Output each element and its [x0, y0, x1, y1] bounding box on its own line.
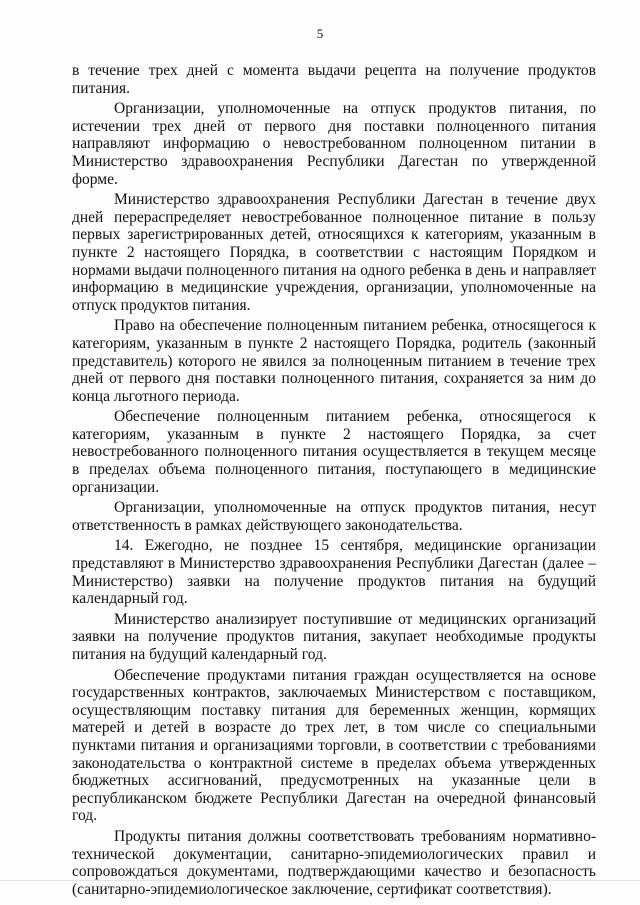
page-number: 5: [316, 26, 324, 41]
paragraph-item-14: 14. Ежегодно, не позднее 15 сентября, медицинские организации представляют в Министерство здравоохранения Республики Дагестан (далее – Министерство) заявки на получение продуктов питания на будущий календарный год.: [72, 537, 596, 608]
paragraph-redistribution: Министерство здравоохранения Республики Дагестан в течение двух дней перераспределяет невостребованное полноценное питание в пользу первых зарегистрированных детей, относящихся к категориям, указанным в пункте 2 настоящего Порядка, в соответствии с настоящим Порядком и нормами выдачи полноценного питания на одного ребенка в день и направляет информацию в медицинские учреждения, организации, уполномоченные на отпуск продуктов питания.: [72, 191, 596, 314]
scan-edge-divider: [0, 880, 640, 881]
document-body: [72, 62, 596, 898]
paragraph-continuation: в течение трех дней с момента выдачи рецепта на получение продуктов питания.: [72, 62, 596, 97]
paragraph-product-requirements: Продукты питания должны соответствовать требованиям нормативно-технической документации, санитарно-эпидемиологических правил и сопровождаться документами, подтверждающими качество и безопасность (санитарно-эпидемиологическое заключение, сертификат соответствия).: [72, 827, 596, 898]
paragraph-unclaimed-info: Организации, уполномоченные на отпуск продуктов питания, по истечении трех дней от первого дня поставки полноценного питания направляют информацию о невостребованном полноценном питании в Министерство здравоохранения Республики Дагестан по утвержденной форме.: [72, 100, 596, 188]
paragraph-provision-current-month: Обеспечение полноценным питанием ребенка, относящегося к категориям, указанным в пункте 2 настоящего Порядка, за счет невостребованного полноценного питания осуществляется в текущем месяце в пределах объема полноценного питания, поступающего в медицинские организации.: [72, 408, 596, 496]
paragraph-right-retained: Право на обеспечение полноценным питанием ребенка, относящегося к категориям, указанным в пункте 2 настоящего Порядка, родитель (законный представитель) которого не явился за полноценным питанием в течение трех дней от первого дня поставки полноценного питания, сохраняется за ним до конца льготного периода.: [72, 317, 596, 405]
paragraph-state-contracts: Обеспечение продуктами питания граждан осуществляется на основе государственных контрактов, заключаемых Министерством с поставщиком, осуществляющим поставку питания для беременных женщин, кормящих матерей и детей в возрасте до трех лет, в том числе со специальными пунктами питания и организациями торговли, в соответствии с требованиями законодательства о контрактной системе в пределах объема утвержденных бюджетных ассигнований, предусмотренных на указанные цели в республиканском бюджете Республики Дагестан на очередной финансовый год.: [72, 666, 596, 825]
paragraph-ministry-analysis: Министерство анализирует поступившие от медицинских организаций заявки на получение продуктов питания, закупает необходимые продукты питания на будущий календарный год.: [72, 610, 596, 663]
paragraph-responsibility: Организации, уполномоченные на отпуск продуктов питания, несут ответственность в рамках действующего законодательства.: [72, 499, 596, 534]
